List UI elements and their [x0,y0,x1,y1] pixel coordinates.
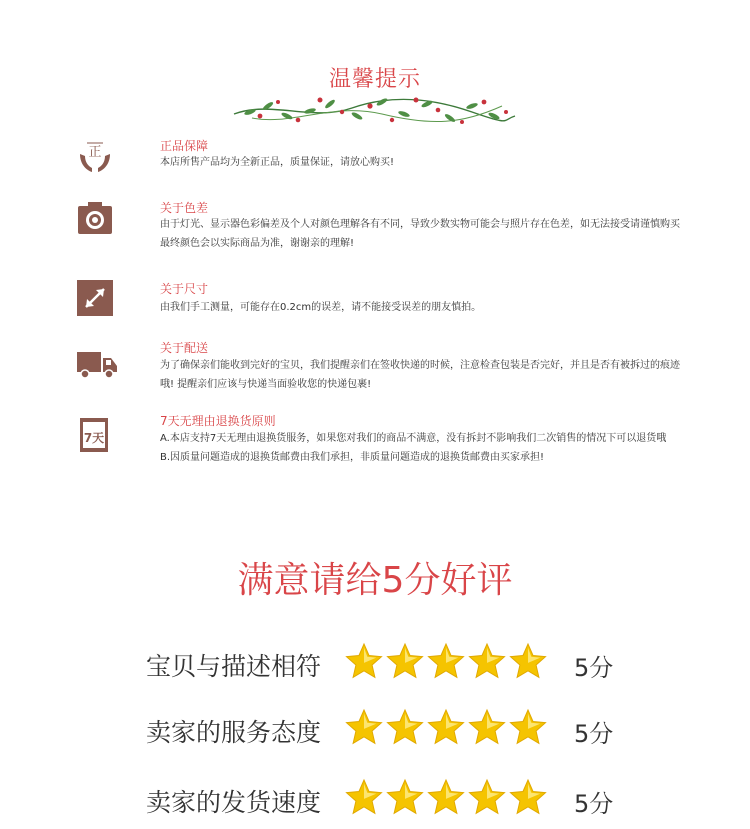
rating-label: 卖家的服务态度 [146,718,322,747]
camera-icon [76,200,114,238]
tip-body [160,298,715,317]
star-icon [345,642,383,680]
tip-line: 哦! 提醒亲们应该与快递当面验收您的快递包裹! [160,379,372,390]
star-icon [509,708,547,746]
rating-title: 满意请给5分好评 [237,560,513,601]
resize-arrow-icon [76,279,114,317]
tip-line: 为了确保亲们能收到完好的宝贝，我们提醒亲们在签收快递的时候，注意检查包装是否完好，并且是否有被拆过的痕迹 [160,360,680,371]
star-rating [345,708,550,746]
seven-day-icon [76,416,114,454]
star-icon [427,708,465,746]
star-icon [427,778,465,816]
star-rating [345,778,550,816]
star-icon [509,642,547,680]
star-icon [386,642,424,680]
tip-heading: 关于尺寸 [160,282,209,296]
seven-day-icon-text: 7天 [83,431,105,445]
tip-line: 由我们手工测量，可能存在0.2cm的误差，请不能接受误差的朋友慎拍。 [160,302,482,313]
rating-score: 5分 [574,790,614,818]
tip-heading: 关于配送 [160,341,209,355]
tip-line: 最终颜色会以实际商品为准，谢谢亲的理解! [160,238,355,249]
star-icon [468,642,506,680]
star-icon [468,708,506,746]
tip-body [160,215,715,253]
tip-line: B.因质量问题造成的退换货邮费由我们承担，非质量问题造成的退换货邮费由买家承担! [160,452,545,463]
star-icon [427,642,465,680]
tip-body [160,153,715,172]
notice-title: 温馨提示 [328,67,421,92]
tip-heading: 正品保障 [160,139,209,153]
floral-vine-decoration [232,92,517,128]
rating-score: 5分 [574,654,614,682]
rating-row [0,640,750,688]
rating-row [0,706,750,754]
tip-body [160,356,715,394]
star-icon [468,778,506,816]
rating-row [0,776,750,824]
zheng-icon-text: 正 [88,145,102,160]
truck-icon [76,346,118,384]
tip-heading: 7天无理由退换货原则 [160,414,276,428]
tip-heading: 关于色差 [160,201,209,215]
star-icon [386,708,424,746]
tip-body [160,429,715,467]
rating-score: 5分 [574,720,614,748]
star-icon [386,778,424,816]
tip-line: 本店所售产品均为全新正品，质量保证，请放心购买! [160,157,395,168]
rating-label: 宝贝与描述相符 [146,652,322,681]
star-icon [345,778,383,816]
tip-line: 由于灯光、显示器色彩偏差及个人对颜色理解各有不同，导致少数实物可能会与照片存在色差，如无法接受请谨慎购买 [160,219,680,230]
star-rating [345,642,550,680]
tip-line: A.本店支持7天无理由退换货服务，如果您对我们的商品不满意，没有拆封不影响我们二次销售的情况下可以退货哦 [160,433,667,444]
star-icon [345,708,383,746]
rating-label: 卖家的发货速度 [146,788,322,817]
star-icon [509,778,547,816]
zheng-icon [76,138,114,176]
